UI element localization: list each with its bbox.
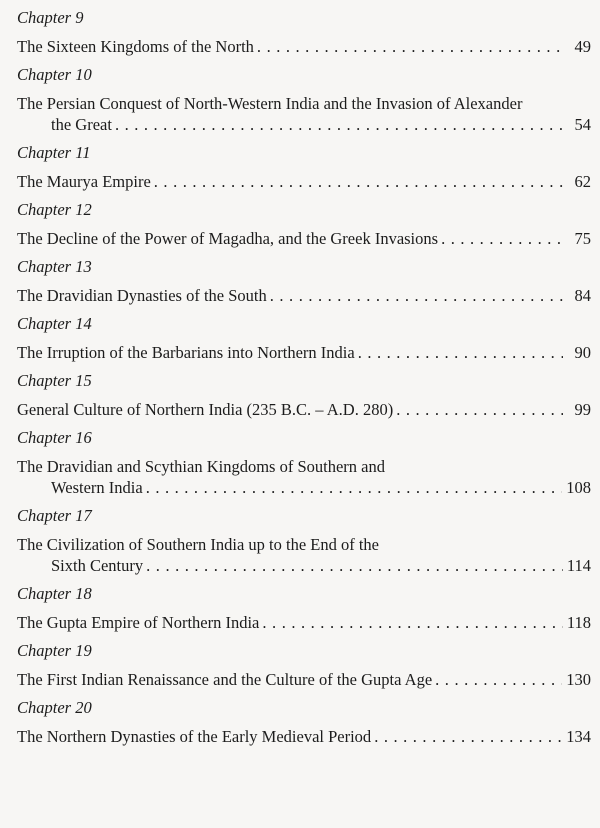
dot-leader — [257, 36, 563, 57]
chapter-title-text: the Great — [51, 115, 112, 134]
chapter-label: Chapter 20 — [17, 698, 92, 717]
toc-entry-chapter-19 — [17, 641, 591, 690]
page-number: 75 — [574, 229, 591, 248]
chapter-title — [17, 228, 591, 249]
chapter-label: Chapter 12 — [17, 200, 92, 219]
toc-entry-chapter-16 — [17, 428, 591, 498]
chapter-title-line: The Civilization of Southern India up to the End of the — [17, 535, 380, 554]
chapter-title-text: The Sixteen Kingdoms of the North — [17, 37, 254, 56]
chapter-title-text: The Decline of the Power of Magadha, and the Greek Invasions — [17, 229, 439, 248]
page-number: 49 — [574, 37, 591, 56]
chapter-title-text: General Culture of Northern India (235 B.C. – A.D. 280) — [17, 400, 394, 419]
chapter-label: Chapter 11 — [17, 143, 91, 162]
chapter-title-text: The Dravidian Dynasties of the South — [17, 286, 267, 305]
chapter-title-text: The First Indian Renaissance and the Culture of the Gupta Age — [17, 670, 433, 689]
chapter-title — [17, 93, 591, 135]
chapter-title-text: The Northern Dynasties of the Early Medieval Period — [17, 727, 372, 746]
chapter-label: Chapter 16 — [17, 428, 92, 447]
dot-leader — [262, 612, 562, 633]
dot-leader — [435, 669, 562, 690]
page-number: 62 — [574, 172, 591, 191]
chapter-title — [17, 171, 591, 192]
chapter-title-text: Sixth Century — [51, 556, 144, 575]
page-number: 99 — [574, 400, 591, 419]
toc-entry-chapter-12 — [17, 200, 591, 249]
chapter-title — [17, 36, 591, 57]
dot-leader — [374, 726, 562, 747]
toc-entry-chapter-13 — [17, 257, 591, 306]
toc-entry-chapter-17 — [17, 506, 591, 576]
chapter-title-text: The Irruption of the Barbarians into Northern India — [17, 343, 355, 362]
chapter-title — [17, 399, 591, 420]
chapter-title — [17, 285, 591, 306]
page-number: 118 — [566, 613, 591, 632]
chapter-title-text: The Gupta Empire of Northern India — [17, 613, 260, 632]
toc-entry-chapter-11 — [17, 143, 591, 192]
chapter-title — [17, 669, 591, 690]
chapter-title-text: The Maurya Empire — [17, 172, 151, 191]
chapter-title — [17, 456, 591, 498]
chapter-label: Chapter 19 — [17, 641, 92, 660]
page-number: 130 — [566, 670, 591, 689]
toc-entry-chapter-14 — [17, 314, 591, 363]
toc-entry-chapter-10 — [17, 65, 591, 135]
page-number: 134 — [566, 727, 591, 746]
toc-entry-chapter-20 — [17, 698, 591, 747]
chapter-label: Chapter 14 — [17, 314, 92, 333]
toc-entry-chapter-15 — [17, 371, 591, 420]
chapter-title-text: Western India — [51, 478, 143, 497]
page-number: 114 — [566, 556, 591, 575]
chapter-title — [17, 534, 591, 576]
toc-entry-chapter-9 — [17, 8, 591, 57]
chapter-title-line: The Dravidian and Scythian Kingdoms of Southern and — [17, 457, 385, 476]
dot-leader — [358, 342, 563, 363]
dot-leader — [146, 555, 563, 576]
chapter-title-line: The Persian Conquest of North-Western India and the Invasion of Alexander — [17, 94, 523, 113]
chapter-title — [17, 612, 591, 633]
chapter-label: Chapter 13 — [17, 257, 92, 276]
dot-leader — [270, 285, 563, 306]
dot-leader — [115, 114, 563, 135]
chapter-label: Chapter 10 — [17, 65, 92, 84]
page-number: 84 — [574, 286, 591, 305]
toc-entry-chapter-18 — [17, 584, 591, 633]
chapter-label: Chapter 17 — [17, 506, 92, 525]
chapter-label: Chapter 18 — [17, 584, 92, 603]
page-number: 108 — [566, 478, 591, 497]
chapter-label: Chapter 9 — [17, 8, 84, 27]
dot-leader — [441, 228, 563, 249]
dot-leader — [146, 477, 563, 498]
dot-leader — [396, 399, 563, 420]
table-of-contents — [17, 0, 591, 747]
page-number: 54 — [574, 115, 591, 134]
dot-leader — [154, 171, 563, 192]
page-number: 90 — [574, 343, 591, 362]
chapter-title — [17, 726, 591, 747]
chapter-title — [17, 342, 591, 363]
chapter-label: Chapter 15 — [17, 371, 92, 390]
